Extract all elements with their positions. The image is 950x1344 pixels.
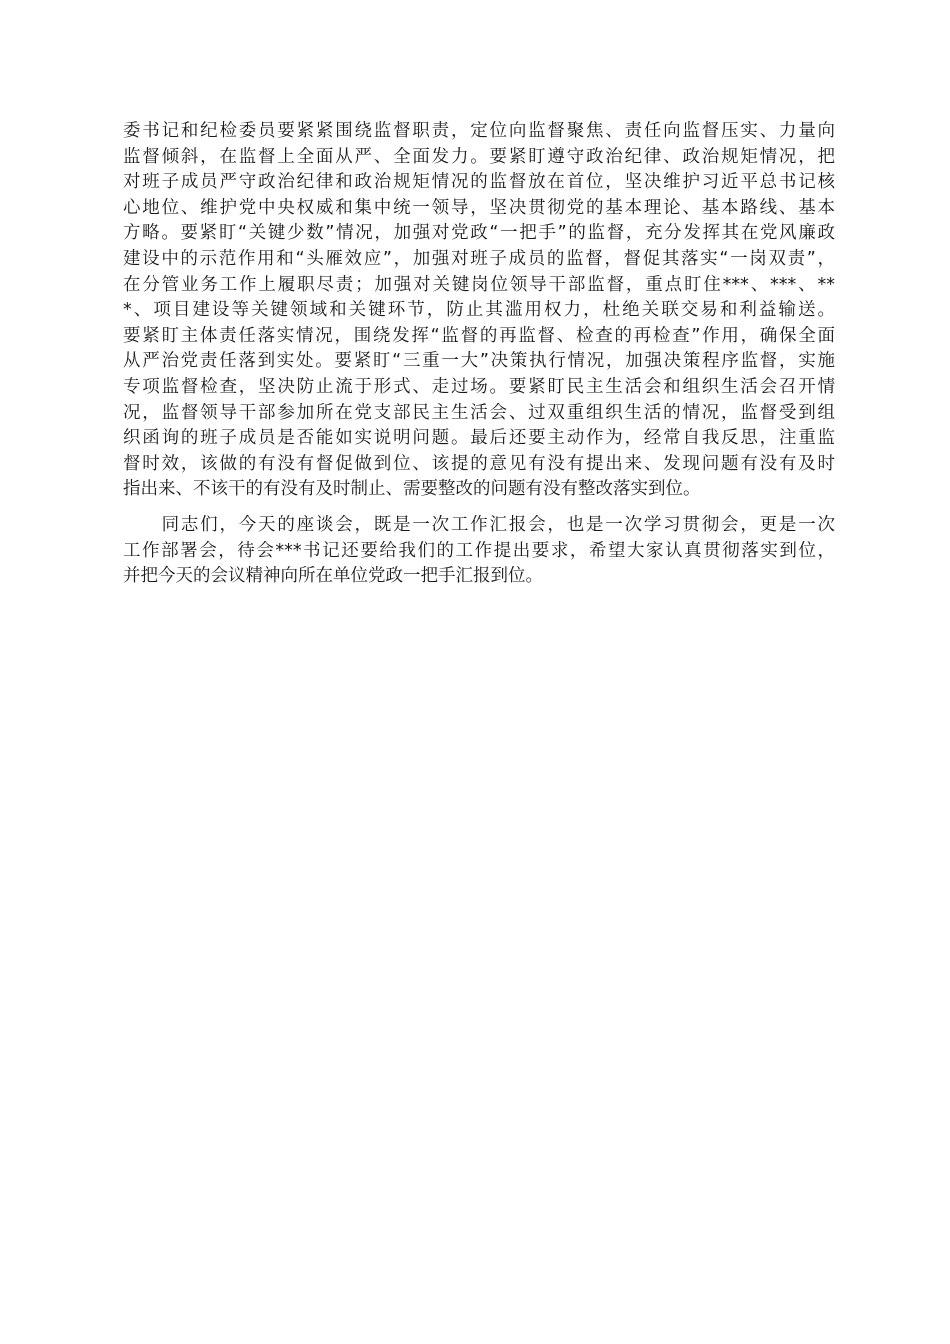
text-line: *、项目建设等关键领域和关键环节，防止其滥用权力，杜绝关联交易和利益输送。 (123, 300, 835, 321)
text-line: 对班子成员严守政治纪律和政治规矩情况的监督放在首位，坚决维护习近平总书记核 (123, 172, 835, 193)
text-line: 要紧盯主体责任落实情况，围绕发挥“监督的再监督、检查的再检查”作用，确保全面 (123, 325, 835, 346)
text-line: 在分管业务工作上履职尽责；加强对关键岗位领导干部监督，重点盯住***、***、** (123, 274, 835, 295)
text-line: 工作部署会，待会***书记还要给我们的工作提出要求，希望大家认真贯彻落实到位， (123, 540, 835, 561)
text-line: 指出来、不该干的有没有及时制止、需要整改的问题有没有整改落实到位。 (123, 479, 701, 500)
text-line: 专项监督检查，坚决防止流于形式、走过场。要紧盯民主生活会和组织生活会召开情 (123, 376, 835, 397)
paragraph-2 (123, 513, 835, 590)
text-line: 同志们，今天的座谈会，既是一次工作汇报会，也是一次学习贯彻会，更是一次 (123, 514, 835, 535)
text-line: 建设中的示范作用和“头雁效应”，加强对班子成员的监督，督促其落实“一岗双责”， (123, 248, 835, 269)
paragraph-1 (123, 119, 835, 503)
text-line: 督时效，该做的有没有督促做到位、该提的意见有没有提出来、发现问题有没有及时 (123, 453, 835, 474)
text-line: 方略。要紧盯“关键少数”情况，加强对党政“一把手”的监督，充分发挥其在党风廉政 (123, 223, 835, 244)
text-line: 并把今天的会议精神向所在单位党政一把手汇报到位。 (123, 566, 543, 587)
document-body (123, 119, 835, 590)
text-line: 监督倾斜，在监督上全面从严、全面发力。要紧盯遵守政治纪律、政治规矩情况，把 (123, 146, 835, 167)
text-line: 心地位、维护党中央权威和集中统一领导，坚决贯彻党的基本理论、基本路线、基本 (123, 197, 835, 218)
text-line: 委书记和纪检委员要紧紧围绕监督职责，定位向监督聚焦、责任向监督压实、力量向 (123, 121, 835, 141)
text-line: 况，监督领导干部参加所在党支部民主生活会、过双重组织生活的情况，监督受到组 (123, 402, 835, 423)
text-line: 从严治党责任落到实处。要紧盯“三重一大”决策执行情况，加强决策程序监督，实施 (123, 351, 835, 372)
text-line: 织函询的班子成员是否能如实说明问题。最后还要主动作为，经常自我反思，注重监 (123, 428, 835, 449)
